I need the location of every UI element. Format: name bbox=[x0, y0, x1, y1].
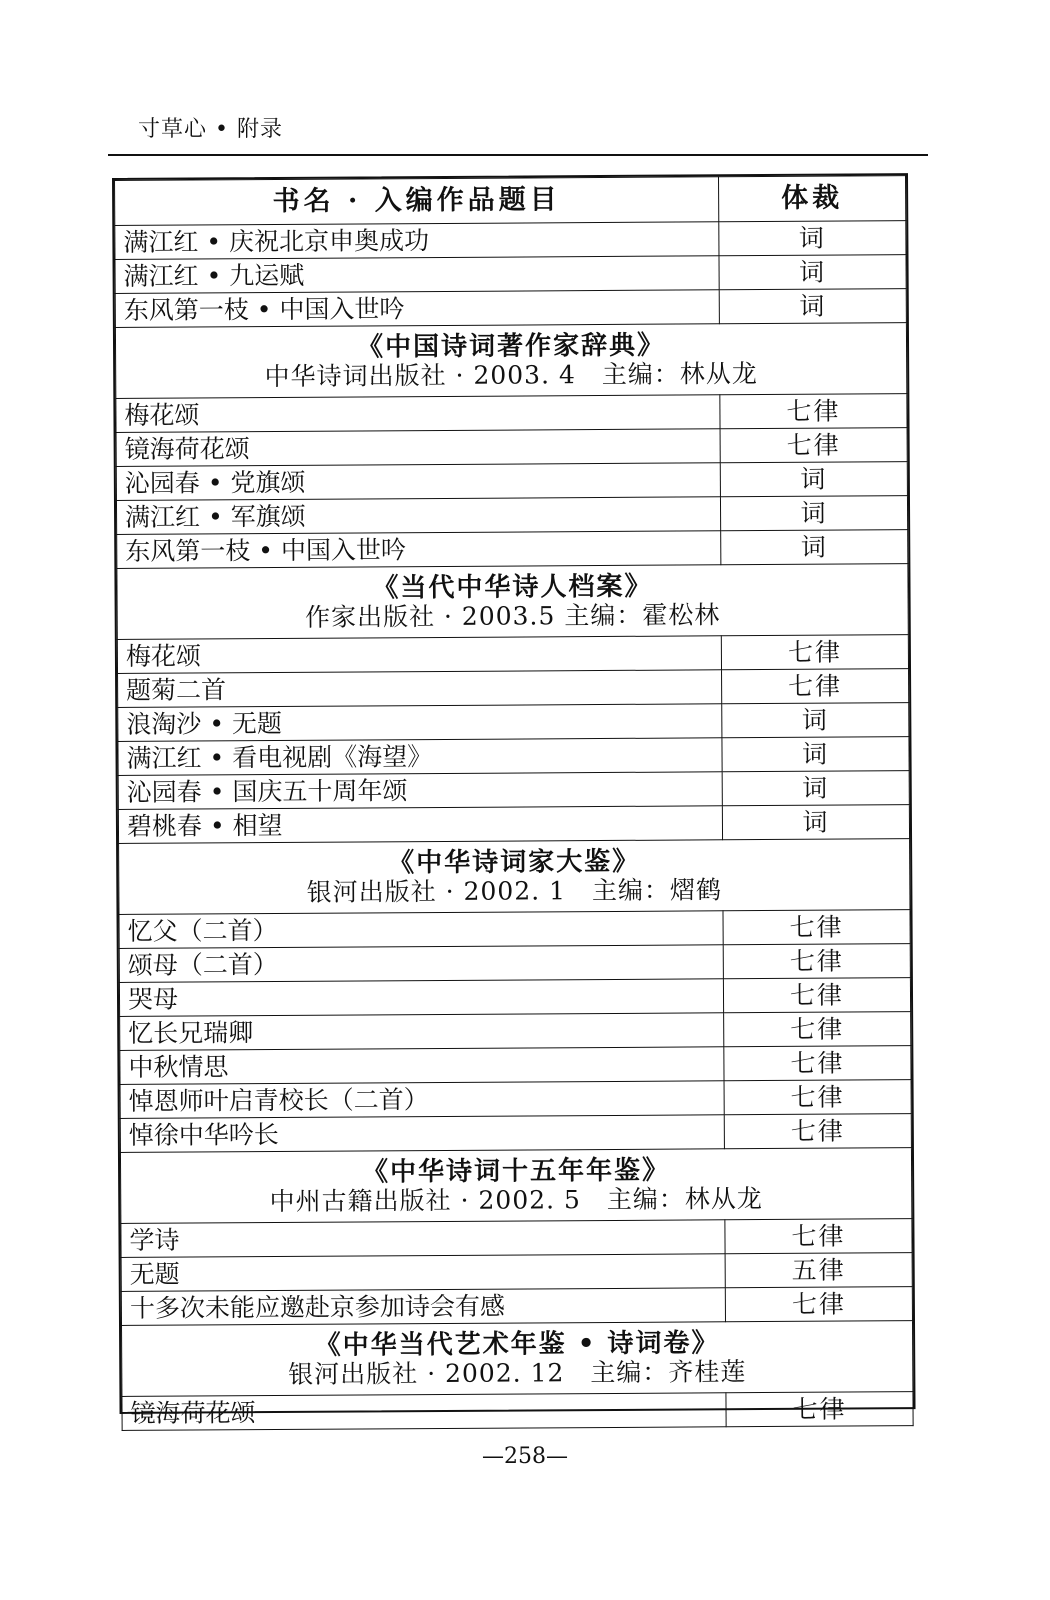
work-genre-cell: 七律 bbox=[725, 1219, 912, 1254]
work-title-cell: 中秋情思 bbox=[120, 1047, 724, 1085]
work-genre-cell: 七律 bbox=[723, 910, 910, 945]
table-row bbox=[117, 530, 908, 569]
table-row bbox=[115, 255, 906, 294]
work-title-cell: 东风第一枝 • 中国入世吟 bbox=[117, 531, 721, 569]
book-publisher-line: 作家出版社 · 2003.5 主编：霍松林 bbox=[304, 599, 721, 632]
running-header: 寸草心 • 附录 bbox=[138, 117, 283, 142]
work-title-cell: 浪淘沙 • 无题 bbox=[118, 704, 722, 742]
work-genre-cell: 五律 bbox=[725, 1253, 912, 1288]
work-genre-cell: 词 bbox=[720, 462, 907, 497]
work-genre-cell: 词 bbox=[722, 771, 909, 806]
book-section-header bbox=[115, 323, 906, 399]
table-row bbox=[118, 737, 909, 776]
work-title-cell: 镜海荷花颂 bbox=[116, 429, 720, 467]
table-row bbox=[121, 1253, 912, 1292]
table-row bbox=[120, 1012, 911, 1051]
work-genre-cell: 七律 bbox=[724, 1080, 911, 1115]
book-title: 《中华诗词十五年年鉴》 bbox=[361, 1155, 671, 1188]
book-section-header bbox=[120, 1148, 911, 1224]
page-number: —258— bbox=[482, 1444, 568, 1469]
table-row bbox=[116, 394, 907, 433]
work-title-cell: 悼徐中华吟长 bbox=[120, 1115, 724, 1153]
work-genre-cell: 七律 bbox=[724, 1046, 911, 1081]
table-row bbox=[120, 1114, 911, 1153]
work-title-cell: 悼恩师叶启青校长（二首） bbox=[120, 1081, 724, 1119]
book-section-header bbox=[119, 839, 910, 915]
work-title-cell: 忆长兄瑞卿 bbox=[120, 1013, 724, 1051]
table-row bbox=[118, 703, 909, 742]
book-publisher-line: 银河出版社 · 2002. 1 主编：熠鹤 bbox=[306, 874, 723, 907]
book-section-cell bbox=[115, 323, 906, 399]
book-publisher-line: 中州古籍出版社 · 2002. 5 主编：林从龙 bbox=[269, 1183, 763, 1216]
work-title-cell: 沁园春 • 党旗颂 bbox=[116, 463, 720, 501]
work-title-cell: 满江红 • 庆祝北京申奥成功 bbox=[115, 222, 719, 260]
table-row bbox=[119, 978, 910, 1017]
book-section-cell bbox=[119, 839, 910, 915]
work-genre-cell: 七律 bbox=[725, 1287, 912, 1322]
book-title: 《中华当代艺术年鉴 • 诗词卷》 bbox=[314, 1328, 720, 1361]
works-table-body bbox=[115, 176, 914, 1431]
work-title-cell: 满江红 • 军旗颂 bbox=[116, 497, 720, 535]
work-title-cell: 满江红 • 看电视剧《海望》 bbox=[118, 738, 722, 776]
book-title: 《中国诗词著作家辞典》 bbox=[356, 330, 666, 363]
work-genre-cell: 词 bbox=[721, 530, 908, 565]
work-genre-cell: 词 bbox=[719, 221, 906, 256]
work-genre-cell: 词 bbox=[719, 289, 906, 324]
work-genre-cell: 七律 bbox=[724, 1012, 911, 1047]
work-genre-cell: 七律 bbox=[722, 669, 909, 704]
work-title-cell: 十多次未能应邀赴京参加诗会有感 bbox=[121, 1288, 725, 1326]
work-genre-cell: 词 bbox=[722, 737, 909, 772]
table-row bbox=[119, 910, 910, 949]
book-section-header bbox=[122, 1321, 913, 1397]
header-rule bbox=[108, 154, 928, 156]
table-row bbox=[115, 289, 906, 328]
work-title-cell: 梅花颂 bbox=[116, 395, 720, 433]
column-header-genre: 体裁 bbox=[719, 176, 906, 222]
work-title-cell: 哭母 bbox=[119, 979, 723, 1017]
work-genre-cell: 七律 bbox=[723, 978, 910, 1013]
work-title-cell: 梅花颂 bbox=[117, 636, 721, 674]
book-section-cell bbox=[117, 564, 908, 640]
work-genre-cell: 七律 bbox=[720, 394, 907, 429]
work-title-cell: 碧桃春 • 相望 bbox=[118, 806, 722, 844]
work-title-cell: 学诗 bbox=[121, 1220, 725, 1258]
book-section-cell bbox=[120, 1148, 911, 1224]
work-genre-cell: 词 bbox=[719, 255, 906, 290]
table-row bbox=[116, 428, 907, 467]
table-row bbox=[122, 1392, 913, 1431]
column-header-title: 书名 · 入编作品题目 bbox=[115, 177, 719, 226]
work-genre-cell: 七律 bbox=[720, 428, 907, 463]
works-table-frame bbox=[112, 173, 916, 1428]
book-title: 《中华诗词家大鉴》 bbox=[388, 846, 641, 879]
work-genre-cell: 词 bbox=[722, 703, 909, 738]
book-section-cell bbox=[122, 1321, 913, 1397]
table-row bbox=[121, 1287, 912, 1326]
work-title-cell: 沁园春 • 国庆五十周年颂 bbox=[118, 772, 722, 810]
table-row bbox=[120, 1046, 911, 1085]
work-title-cell: 东风第一枝 • 中国入世吟 bbox=[115, 290, 719, 328]
table-row bbox=[118, 805, 909, 844]
table-row bbox=[118, 669, 909, 708]
book-publisher-line: 银河出版社 · 2002. 12 主编：齐桂莲 bbox=[288, 1356, 747, 1389]
table-row bbox=[120, 1080, 911, 1119]
book-title: 《当代中华诗人档案》 bbox=[372, 571, 653, 604]
table-row bbox=[121, 1219, 912, 1258]
work-title-cell: 题菊二首 bbox=[118, 670, 722, 708]
work-title-cell: 镜海荷花颂 bbox=[122, 1393, 726, 1431]
table-row bbox=[116, 462, 907, 501]
work-title-cell: 忆父（二首） bbox=[119, 911, 723, 949]
table-header-row bbox=[115, 176, 906, 226]
table-row bbox=[117, 635, 908, 674]
table-row bbox=[119, 944, 910, 983]
book-publisher-line: 中华诗词出版社 · 2003. 4 主编：林从龙 bbox=[264, 358, 758, 391]
work-genre-cell: 七律 bbox=[726, 1392, 913, 1427]
work-genre-cell: 七律 bbox=[724, 1114, 911, 1149]
book-section-header bbox=[117, 564, 908, 640]
work-genre-cell: 词 bbox=[720, 496, 907, 531]
work-genre-cell: 七律 bbox=[723, 944, 910, 979]
table-row bbox=[116, 496, 907, 535]
work-title-cell: 无题 bbox=[121, 1254, 725, 1292]
work-title-cell: 满江红 • 九运赋 bbox=[115, 256, 719, 294]
work-title-cell: 颂母（二首） bbox=[119, 945, 723, 983]
table-row bbox=[115, 221, 906, 260]
works-table bbox=[114, 175, 914, 1431]
work-genre-cell: 词 bbox=[722, 805, 909, 840]
work-genre-cell: 七律 bbox=[721, 635, 908, 670]
table-row bbox=[118, 771, 909, 810]
